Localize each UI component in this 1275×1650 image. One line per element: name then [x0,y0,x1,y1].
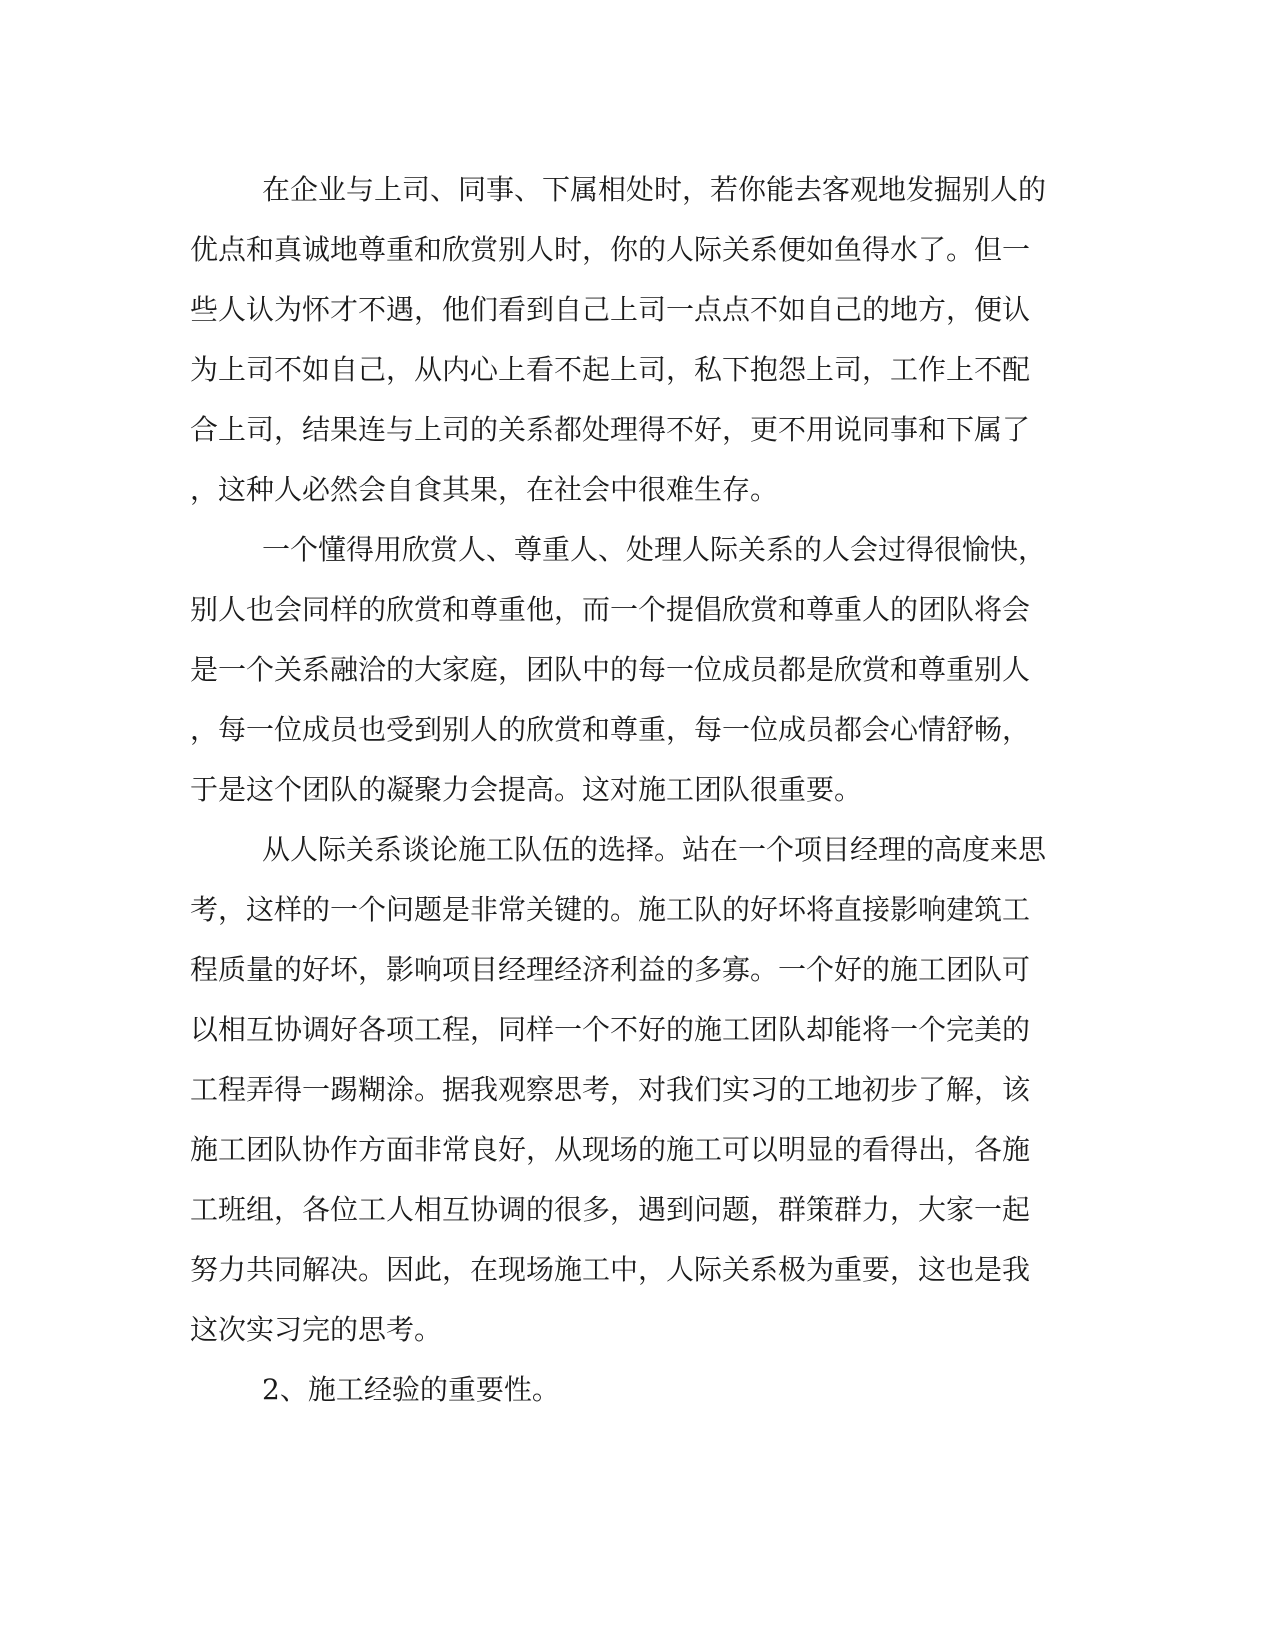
text-line: 些人认为怀才不遇，他们看到自己上司一点点不如自己的地方，便认 [190,293,1031,326]
text-line: 为上司不如自己，从内心上看不起上司，私下抱怨上司，工作上不配 [190,353,1031,386]
text-line: 工程弄得一踢糊涂。据我观察思考，对我们实习的工地初步了解，该 [190,1073,1031,1106]
text-line: 合上司，结果连与上司的关系都处理得不好，更不用说同事和下属了 [190,413,1031,446]
text-line: ，每一位成员也受到别人的欣赏和尊重，每一位成员都会心情舒畅， [190,713,1031,746]
text-line: 努力共同解决。因此，在现场施工中，人际关系极为重要，这也是我 [190,1253,1031,1286]
text-line: 优点和真诚地尊重和欣赏别人时，你的人际关系便如鱼得水了。但一 [190,233,1031,266]
section-heading: 2、施工经验的重要性。 [262,1373,560,1406]
text-line: 是一个关系融洽的大家庭，团队中的每一位成员都是欣赏和尊重别人 [190,653,1031,686]
text-line: 从人际关系谈论施工队伍的选择。站在一个项目经理的高度来思 [262,833,1047,866]
document-body [190,160,1080,1420]
text-line: 在企业与上司、同事、下属相处时，若你能去客观地发掘别人的 [262,173,1047,206]
text-line: 施工团队协作方面非常良好，从现场的施工可以明显的看得出，各施 [190,1133,1031,1166]
text-line: 别人也会同样的欣赏和尊重他，而一个提倡欣赏和尊重人的团队将会 [190,593,1031,626]
text-line: 以相互协调好各项工程，同样一个不好的施工团队却能将一个完美的 [190,1013,1031,1046]
text-line: 一个懂得用欣赏人、尊重人、处理人际关系的人会过得很愉快， [262,533,1047,566]
text-line: 工班组，各位工人相互协调的很多，遇到问题，群策群力，大家一起 [190,1193,1031,1226]
text-line: 这次实习完的思考。 [190,1313,443,1346]
text-line: 于是这个团队的凝聚力会提高。这对施工团队很重要。 [190,773,863,806]
text-line: 考，这样的一个问题是非常关键的。施工队的好坏将直接影响建筑工 [190,893,1031,926]
text-line: 程质量的好坏，影响项目经理经济利益的多寡。一个好的施工团队可 [190,953,1031,986]
text-line: ，这种人必然会自食其果，在社会中很难生存。 [190,473,779,506]
